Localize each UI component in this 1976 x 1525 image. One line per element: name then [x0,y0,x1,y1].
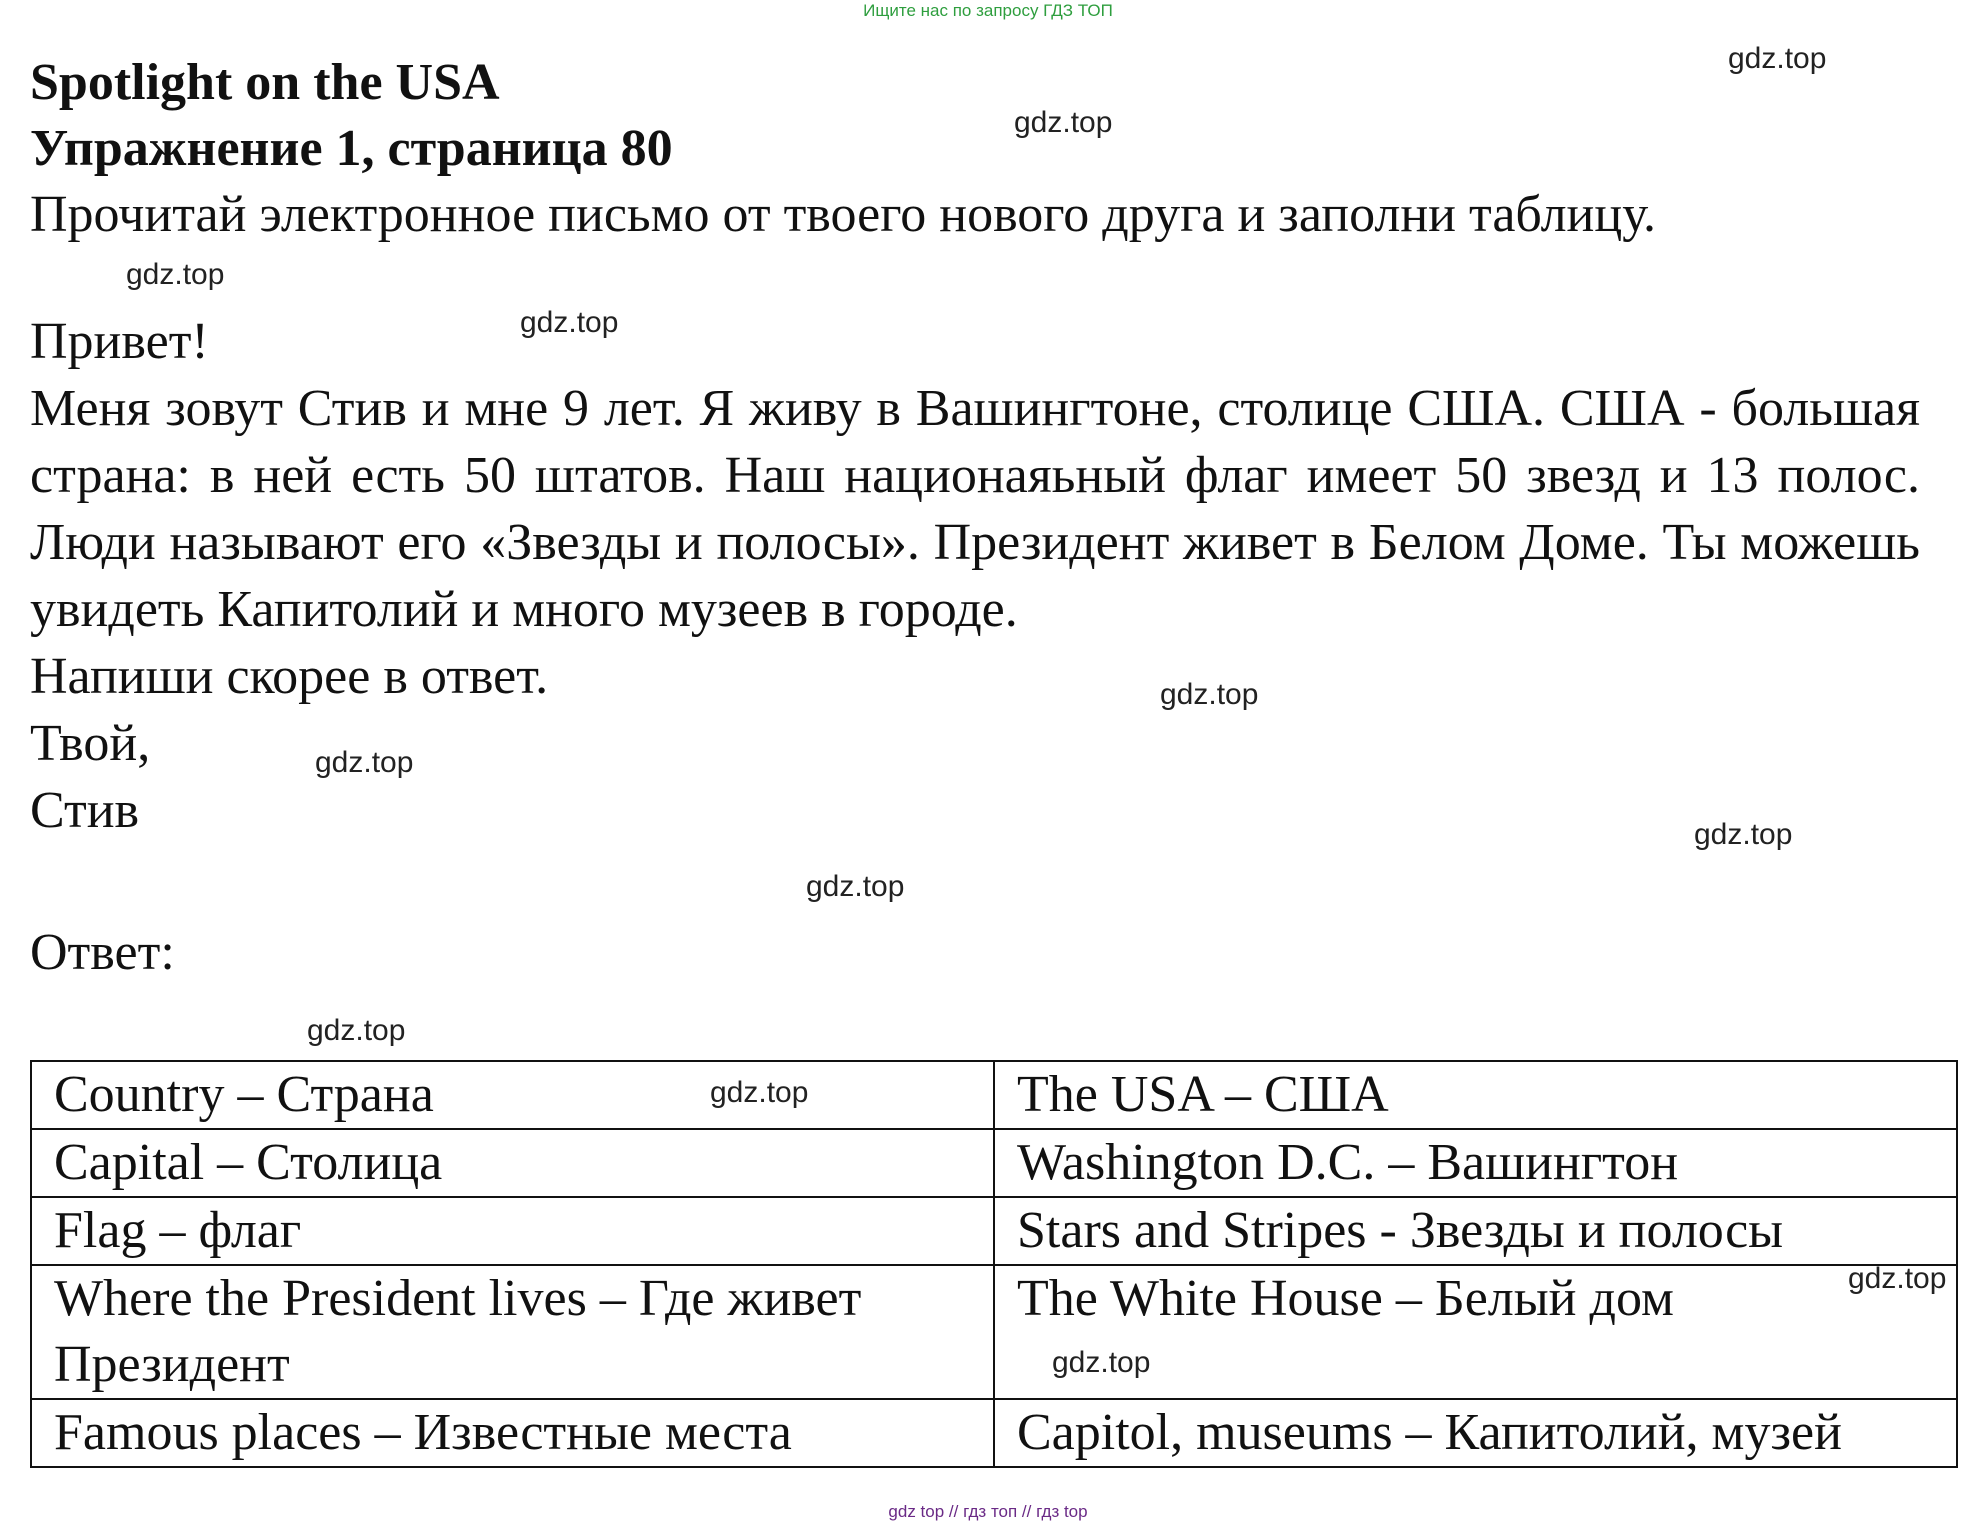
watermark: gdz.top [307,1014,406,1047]
email-letter [30,308,1920,844]
table-cell-answer: The White House – Белый дом [994,1265,1957,1399]
table-cell-category: Famous places – Известные места [31,1399,994,1467]
watermark: gdz.top [520,306,619,339]
table-cell-answer: The USA – США [994,1061,1957,1129]
watermark: gdz.top [1160,678,1259,711]
watermark: gdz.top [1728,42,1827,75]
watermark: gdz.top [1848,1262,1947,1295]
exercise-heading: Упражнение 1, страница 80 [30,120,673,177]
watermark: gdz.top [1014,106,1113,139]
letter-signature: Стив [30,782,140,839]
watermark: gdz.top [126,258,225,291]
watermark: gdz.top [1694,818,1793,851]
answer-label: Ответ: [30,924,175,981]
table-cell-category: Country – Страна [31,1061,994,1129]
table-row [31,1061,1957,1129]
letter-body: Меня зовут Стив и мне 9 лет. Я живу в Вашингтоне, столице США. США - большая страна: в ней есть 50 штатов. Наш национаяьный флаг имеет 50 звезд и 13 полос. Люди называют его «Звезды и полосы». Президент живет в Белом Доме. Ты можешь увидеть Капитолий и много музеев в городе. [30,380,1920,638]
table-row [31,1129,1957,1197]
table-cell-category: Capital – Столица [31,1129,994,1197]
letter-sign-off: Твой, [30,715,151,772]
watermark: gdz.top [710,1076,809,1109]
top-banner: Ищите нас по запросу ГДЗ ТОП [863,1,1113,20]
table-cell-category: Where the President lives – Где живет Президент [31,1265,994,1399]
table-row [31,1399,1957,1467]
table-cell-answer: Capitol, museums – Капитолий, музей [994,1399,1957,1467]
table-cell-answer: Washington D.C. – Вашингтон [994,1129,1957,1197]
watermark: gdz.top [315,746,414,779]
table-row [31,1197,1957,1265]
answer-table [30,1060,1958,1468]
table-cell-answer: Stars and Stripes - Звезды и полосы [994,1197,1957,1265]
letter-greeting: Привет! [30,313,209,370]
table-cell-category: Flag – флаг [31,1197,994,1265]
document-content [30,50,1920,844]
book-title: Spotlight on the USA [30,54,500,111]
instruction-text: Прочитай электронное письмо от твоего нового друга и заполни таблицу. [30,186,1656,243]
letter-closing-request: Напиши скорее в ответ. [30,648,549,705]
watermark: gdz.top [1052,1346,1151,1379]
table-row [31,1265,1957,1399]
watermark: gdz.top [806,870,905,903]
bottom-banner: gdz top // гдз топ // гдз top [888,1502,1088,1521]
